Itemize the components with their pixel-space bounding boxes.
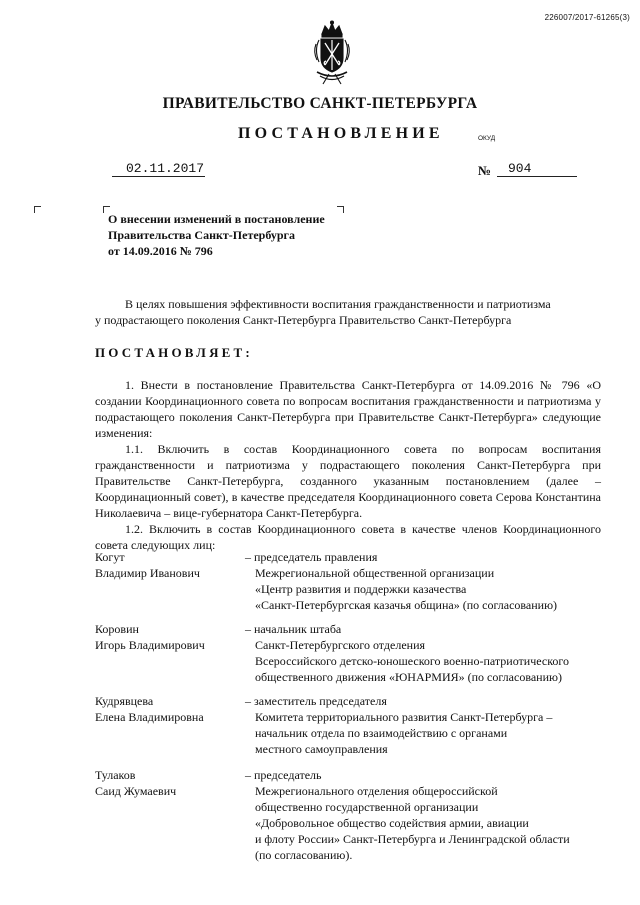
date-underline — [112, 176, 205, 177]
member-name — [95, 621, 257, 653]
okud-label: ОКУД — [478, 135, 496, 142]
role-line: общественного движения «ЮНАРМИЯ» (по согласованию) — [255, 670, 562, 684]
member-name — [95, 767, 257, 799]
member-role — [245, 767, 605, 863]
number-underline — [497, 176, 577, 177]
role-line: Санкт-Петербургского отделения — [255, 638, 426, 652]
member-given-name: Саид Жумаевич — [95, 784, 177, 798]
subject-line: от 14.09.2016 № 796 — [108, 244, 213, 258]
role-line: и флоту России» Санкт-Петербурга и Ленинградской области — [255, 832, 570, 846]
role-line: Комитета территориального развития Санкт-Петербурга – — [255, 710, 553, 724]
member-entry — [95, 693, 601, 757]
clause-1: 1. Внести в постановление Правительства Санкт-Петербурга от 14.09.2016 № 796 «О создании Координационного совета по вопросам воспитания гражданственности и патриотизма у подрастающего поколения Санкт-Петербурга при Правительстве Санкт-Петербурга» следующие изменения: — [95, 378, 601, 440]
preamble — [95, 296, 601, 328]
member-given-name: Владимир Иванович — [95, 566, 200, 580]
member-name — [95, 549, 257, 581]
role-line: Межрегиональной общественной организации — [255, 566, 495, 580]
member-entry — [95, 549, 601, 613]
role-line: начальник отдела по взаимодействию с органами — [255, 726, 508, 740]
preamble-line: В целях повышения эффективности воспитания гражданственности и патриотизма — [125, 297, 551, 311]
role-line: «Санкт-Петербургская казачья община» (по согласованию) — [255, 598, 558, 612]
member-role — [245, 693, 605, 757]
member-surname: Тулаков — [95, 768, 136, 782]
decrees-heading: ПОСТАНОВЛЯЕТ: — [95, 345, 253, 360]
role-line: – председатель — [245, 768, 322, 782]
member-given-name: Игорь Владимирович — [95, 638, 205, 652]
preamble-line: у подрастающего поколения Санкт-Петербурга Правительство Санкт-Петербурга — [95, 313, 512, 327]
document-type-heading: ПОСТАНОВЛЕНИЕ — [238, 125, 444, 142]
document-number: 904 — [508, 161, 532, 176]
subject-bracket-right — [337, 206, 344, 213]
number-sign: № — [478, 163, 492, 178]
role-line: «Добровольное общество содействия армии, авиации — [255, 816, 529, 830]
clause-1-2: 1.2. Включить в состав Координационного совета в качестве членов Координационного совета следующих лиц: — [95, 522, 601, 552]
subject-line: Правительства Санкт-Петербурга — [108, 228, 296, 242]
document-date: 02.11.2017 — [126, 161, 205, 176]
subject-line: О внесении изменений в постановление — [108, 212, 325, 226]
member-entry — [95, 621, 601, 685]
member-given-name: Елена Владимировна — [95, 710, 204, 724]
role-line: – председатель правления — [245, 550, 378, 564]
role-line: Всероссийского детско-юношеского военно-патриотического — [255, 654, 570, 668]
role-line: (по согласованию). — [255, 848, 353, 862]
document-serial-number: 226007/2017-61265(3) — [544, 13, 630, 22]
member-name — [95, 693, 257, 725]
corner-mark-left — [34, 206, 41, 213]
document-subject — [108, 211, 325, 259]
role-line: «Центр развития и поддержки казачества — [255, 582, 467, 596]
clause-1-1: 1.1. Включить в состав Координационного совета по вопросам воспитания гражданственности и патриотизма у подрастающего поколения Санкт-Петербурга при Правительстве Санкт-Петербурга, созданного указанным постановлением (далее – Координационный совет), в качестве председателя Координационного совета Серова Константина Николаевича – вице-губернатора Санкт-Петербурга. — [95, 442, 601, 520]
member-surname: Кудрявцева — [95, 694, 154, 708]
member-role — [245, 621, 605, 685]
member-entry — [95, 767, 601, 863]
role-line: – начальник штаба — [245, 622, 342, 636]
role-line: местного самоуправления — [255, 742, 388, 756]
role-line: общественно государственной организации — [255, 800, 479, 814]
member-role — [245, 549, 605, 613]
member-surname: Коровин — [95, 622, 139, 636]
member-surname: Когут — [95, 550, 125, 564]
clauses — [95, 377, 601, 553]
role-line: Межрегионального отделения общероссийской — [255, 784, 498, 798]
government-title: ПРАВИТЕЛЬСТВО САНКТ-ПЕТЕРБУРГА — [162, 95, 478, 112]
coat-of-arms-emblem — [307, 20, 357, 86]
role-line: – заместитель председателя — [245, 694, 387, 708]
